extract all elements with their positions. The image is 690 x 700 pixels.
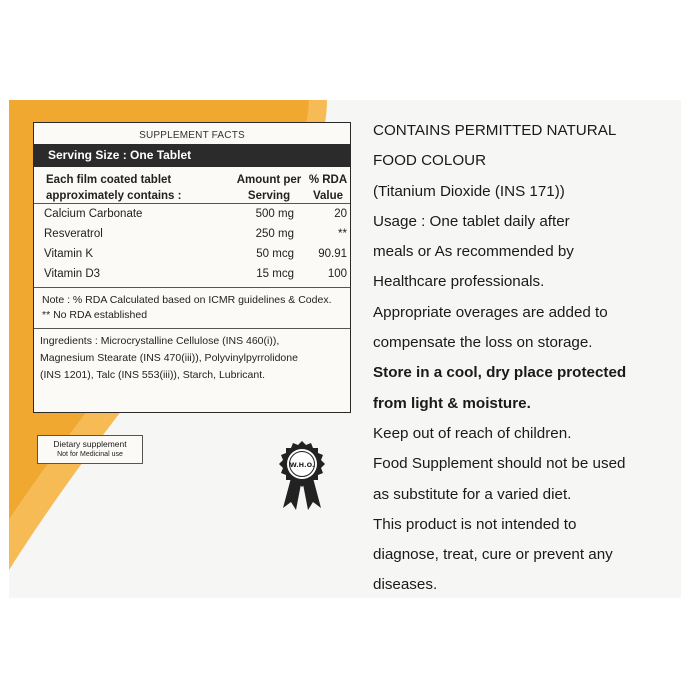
supplement-facts-title: SUPPLEMENT FACTS <box>139 130 245 141</box>
table-row <box>34 204 350 224</box>
who-seal-icon <box>277 440 327 512</box>
info-line: diseases. <box>373 576 438 594</box>
dietary-supplement-box: Dietary supplement Not for Medicinal use <box>37 435 143 464</box>
table-row <box>34 224 350 244</box>
serving-size-bar: Serving Size : One Tablet <box>34 144 350 167</box>
nutrient-name: Resveratrol <box>44 228 103 240</box>
rda-note: Note : % RDA Calculated based on ICMR guidelines & Codex. ** No RDA established <box>34 288 350 329</box>
storage-instruction: from light & moisture. <box>373 394 531 412</box>
info-line: Keep out of reach of children. <box>373 424 572 442</box>
info-line: Food Supplement should not be used <box>373 455 626 473</box>
nutrient-name: Vitamin K <box>44 248 94 260</box>
nutrient-amount: 250 mg <box>255 228 294 240</box>
product-information <box>373 116 673 598</box>
info-line: diagnose, treat, cure or prevent any <box>373 546 613 564</box>
info-line: CONTAINS PERMITTED NATURAL <box>373 122 617 139</box>
nutrient-name: Vitamin D3 <box>44 268 101 280</box>
nutrient-name: Calcium Carbonate <box>44 208 143 220</box>
nutrient-rda: 100 <box>327 268 347 280</box>
info-line: (Titanium Dioxide (INS 171)) <box>373 182 565 200</box>
info-line: meals or As recommended by <box>373 243 574 261</box>
storage-instruction: Store in a cool, dry place protected <box>373 364 627 382</box>
ingredients-text: Ingredients : Microcrystalline Cellulose (INS 460(i)), Magnesium Stearate (INS 470(iii)), Polyvinylpyrrolidone (INS 1201), Talc (INS 553(iii)), Starch, Lubricant. <box>40 335 298 381</box>
info-line: compensate the loss on storage. <box>373 334 593 352</box>
seal-label: W.H.O. <box>289 461 315 469</box>
info-line: Appropriate overages are added to <box>373 303 608 321</box>
header-contents: Each film coated tablet approximately contains : <box>46 174 182 202</box>
info-line: Usage : One tablet daily after <box>373 212 570 230</box>
table-header <box>34 167 350 204</box>
nutrient-rows <box>34 204 350 288</box>
nutrient-amount: 15 mcg <box>256 268 294 280</box>
supplement-facts-table <box>33 122 351 413</box>
info-line: as substitute for a varied diet. <box>373 485 572 503</box>
label-panel <box>9 100 681 598</box>
info-line: This product is not intended to <box>373 515 577 533</box>
nutrient-amount: 500 mg <box>255 208 294 220</box>
nutrient-amount: 50 mcg <box>256 248 294 260</box>
nutrient-rda: ** <box>338 228 347 240</box>
table-row <box>34 244 350 264</box>
info-line: FOOD COLOUR <box>373 152 487 170</box>
nutrient-rda: 20 <box>334 208 347 220</box>
info-line: Healthcare professionals. <box>373 273 545 291</box>
header-rda: % RDA Value <box>308 174 348 202</box>
table-row <box>34 264 350 284</box>
nutrient-rda: 90.91 <box>318 248 347 260</box>
header-amount: Amount per Serving <box>236 174 302 202</box>
